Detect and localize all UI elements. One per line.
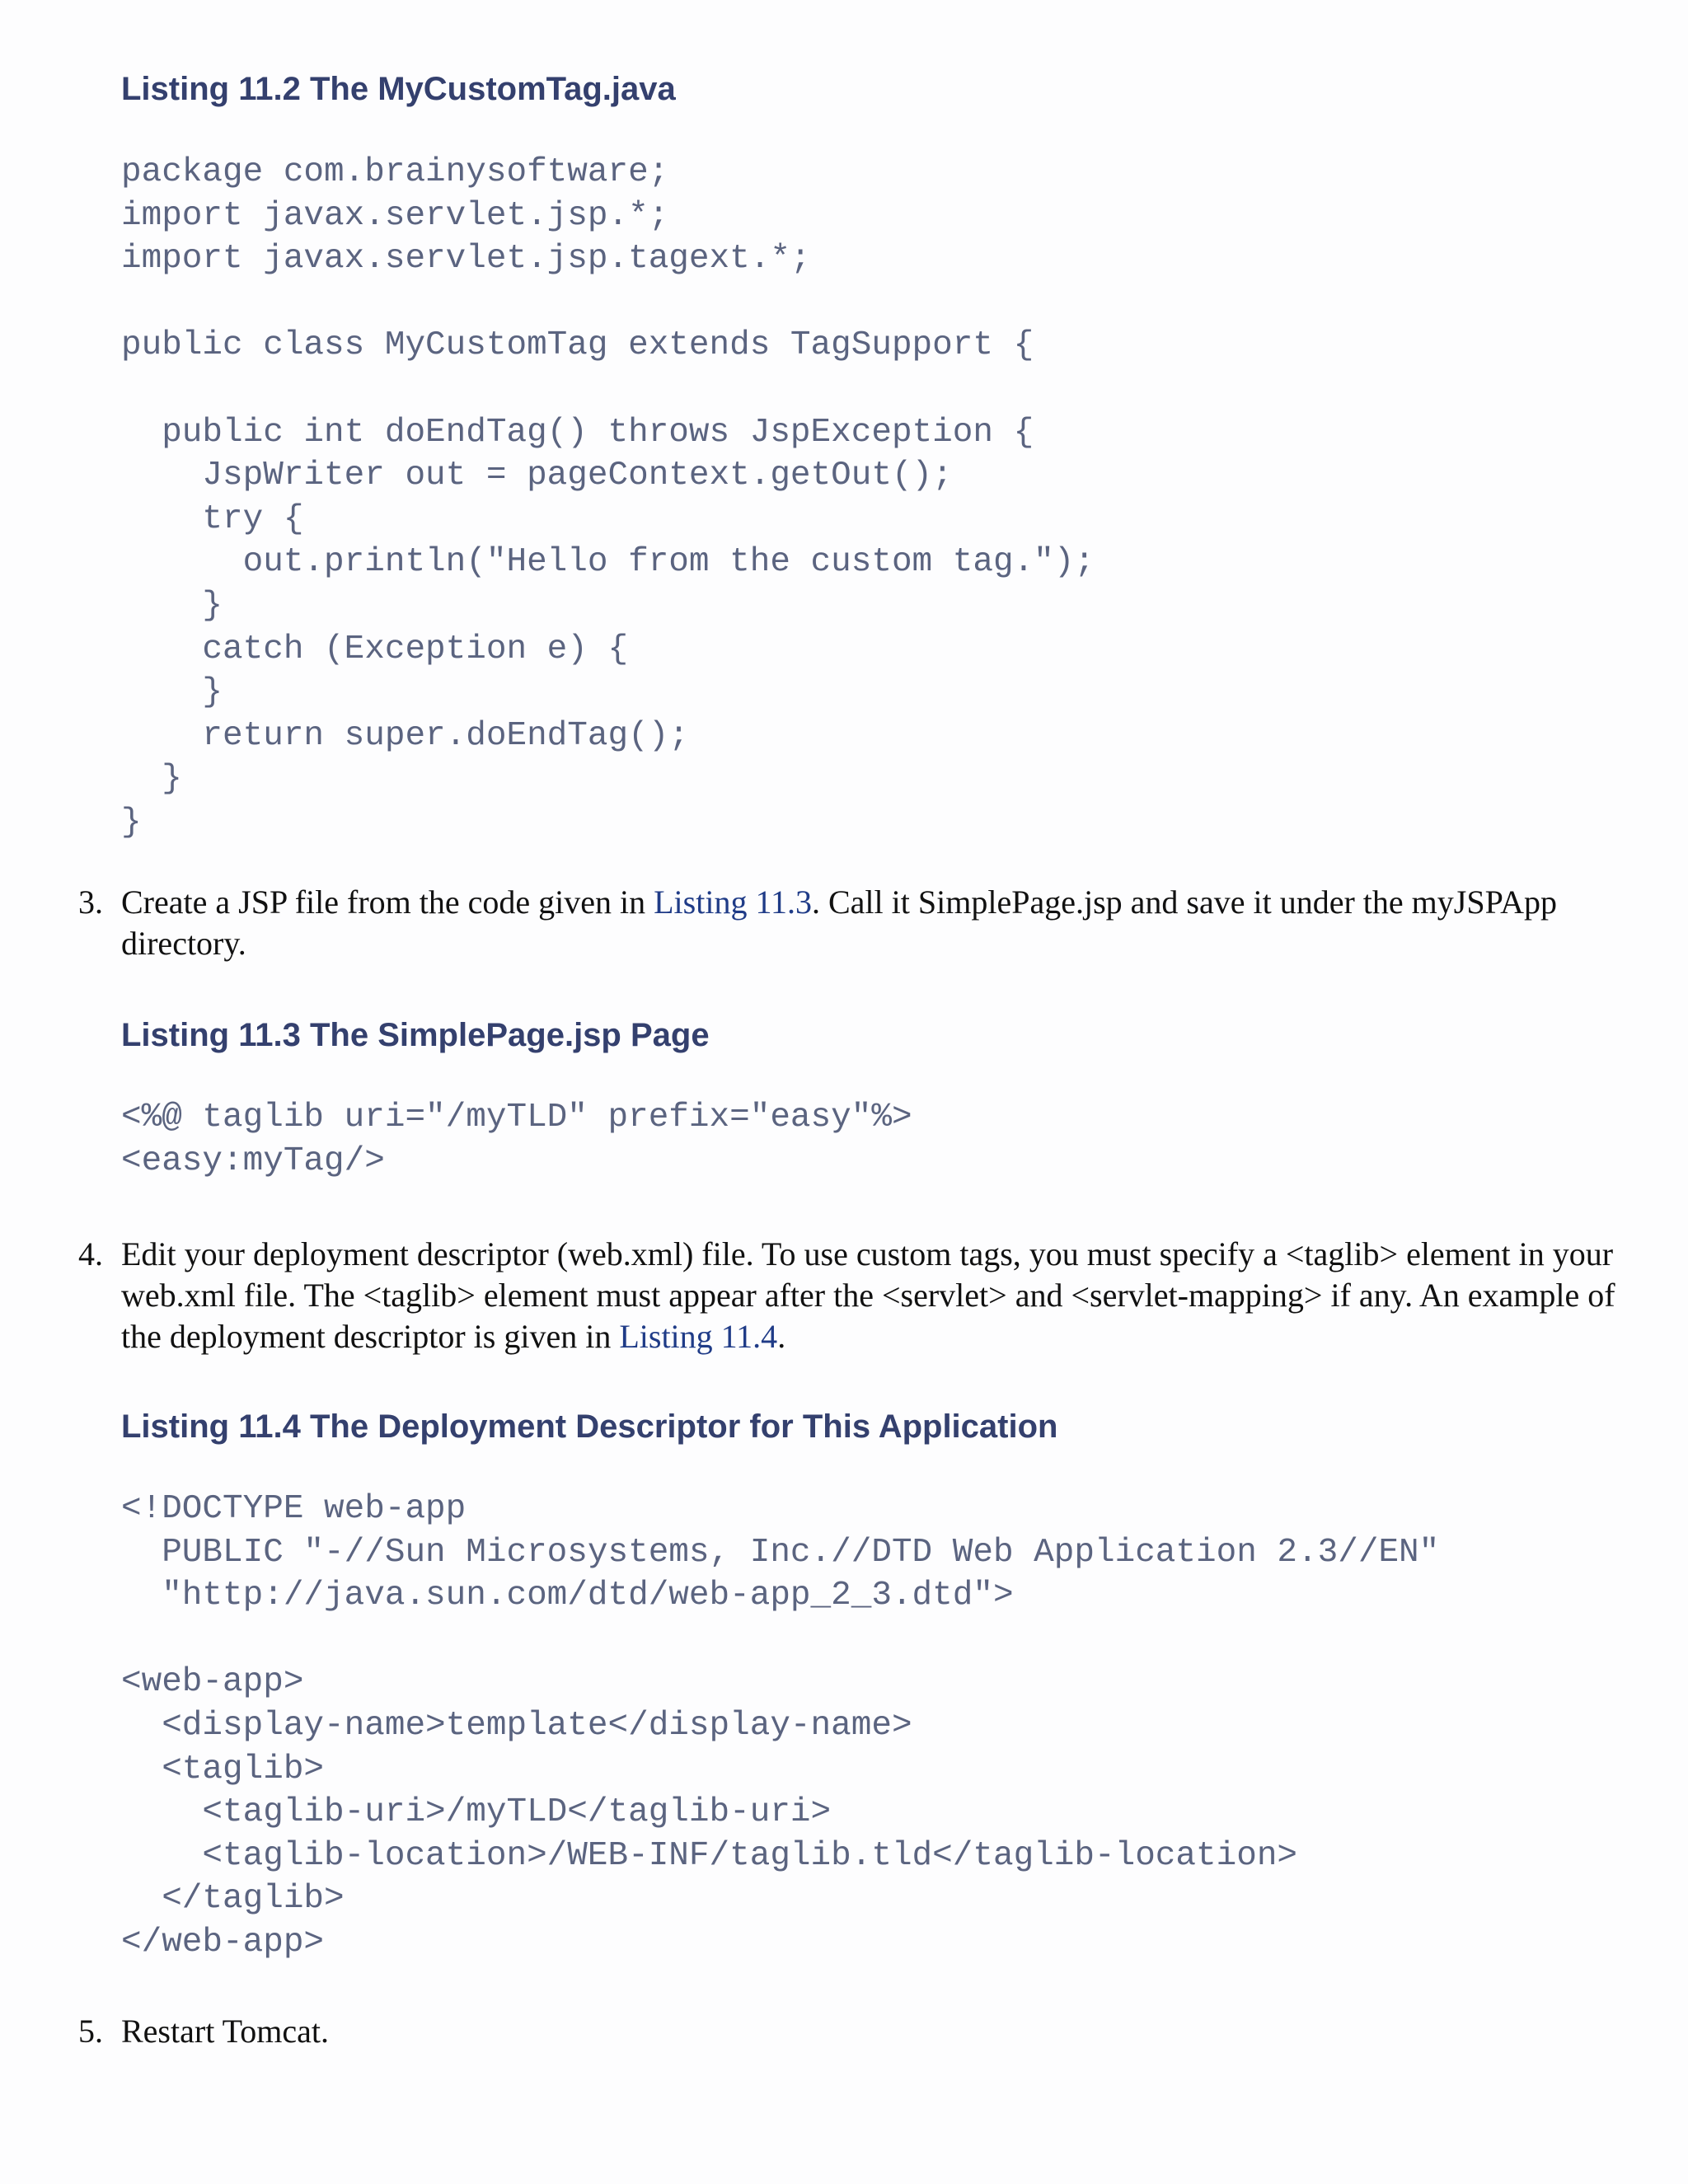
step-4: [78, 1234, 1661, 1357]
listing-11-4-link[interactable]: Listing 11.4: [619, 1318, 778, 1355]
listing-11-2-code: package com.brainysoftware; import javax.servlet.jsp.*; import javax.servlet.jsp.tagext.*; public class MyCustomTag extends TagSupport { public int doEndTag() throws JspException { JspWriter out = pageContext.getOut(); try { out.println("Hello from the custom tag."); } catch (Exception e) { } return super.doEndTag(); } }: [121, 153, 1095, 841]
step-3: [78, 882, 1661, 964]
step-5-number: 5.: [78, 2013, 103, 2050]
listing-11-4-title: Listing 11.4 The Deployment Descriptor for This Application: [121, 1408, 1058, 1445]
listing-11-3-link[interactable]: Listing 11.3: [654, 883, 812, 921]
step-4-text-before: Edit your deployment descriptor (web.xml) file. To use custom tags, you must specify a <taglib> element in your web.xml file. The <taglib> element must appear after the <servlet> and <servlet-mapping> if any. An example of the deployment descriptor is given in: [121, 1235, 1615, 1355]
step-4-text: [121, 1234, 1661, 1357]
step-5: [78, 2011, 1661, 2052]
listing-11-3-title: Listing 11.3 The SimplePage.jsp Page: [121, 1017, 710, 1053]
listing-11-4-code: <!DOCTYPE web-app PUBLIC "-//Sun Microsystems, Inc.//DTD Web Application 2.3//EN" "http://java.sun.com/dtd/web-app_2_3.dtd"> <web-app> <display-name>template</display-name> <taglib> <taglib-uri>/myTLD</taglib-uri> <taglib-location>/WEB-INF/taglib.tld</taglib-location> </taglib> </web-app>: [121, 1490, 1440, 1961]
step-3-text-after: . Call it SimplePage.jsp and save it under the myJSPApp directory.: [121, 883, 1558, 962]
listing-11-3-code: <%@ taglib uri="/myTLD" prefix="easy"%> <easy:myTag/>: [121, 1099, 912, 1180]
step-4-number: 4.: [78, 1235, 103, 1272]
step-4-text-after: .: [777, 1318, 786, 1355]
step-5-text: Restart Tomcat.: [121, 2013, 329, 2050]
listing-11-2-title: Listing 11.2 The MyCustomTag.java: [121, 71, 676, 107]
step-3-text-before: Create a JSP file from the code given in: [121, 883, 654, 921]
step-3-text: [121, 882, 1661, 964]
step-3-number: 3.: [78, 883, 103, 921]
